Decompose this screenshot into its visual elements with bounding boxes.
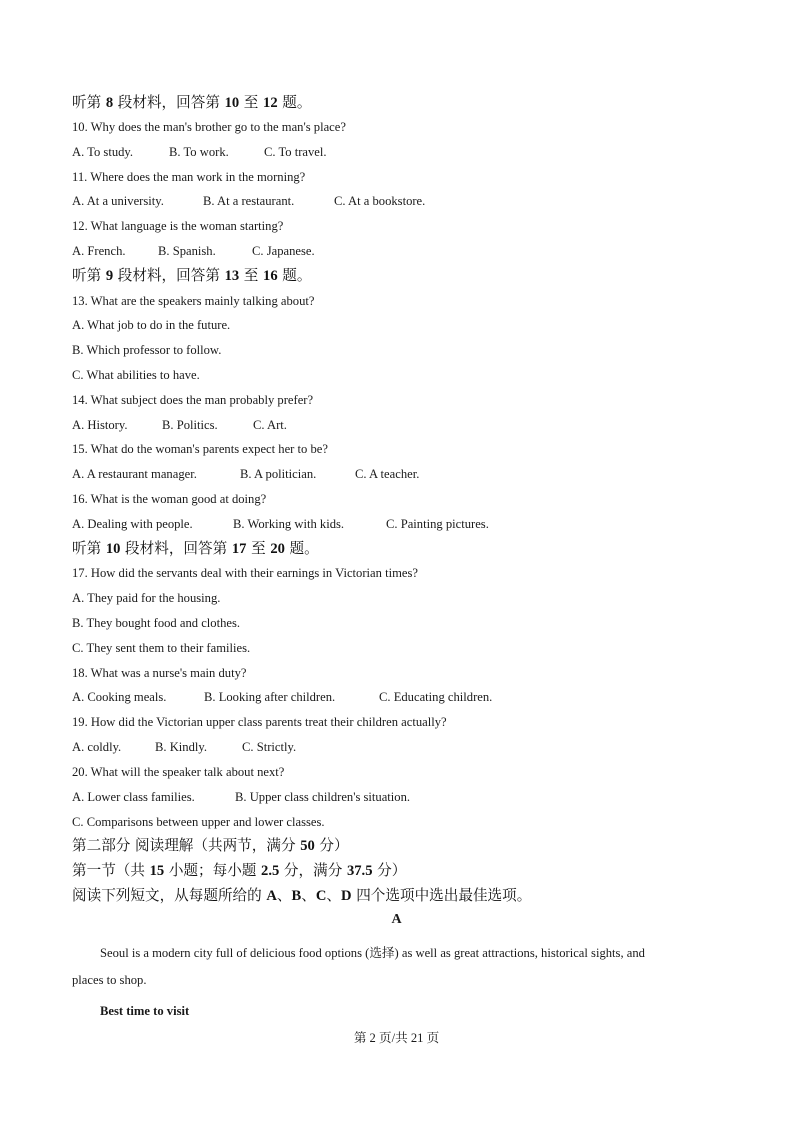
choice-letter: D [341, 888, 352, 904]
option-c: C. To travel. [264, 145, 327, 159]
instruction-text: 阅读下列短文，从每题所给的 [72, 887, 267, 904]
option-a: A. A restaurant manager. [72, 467, 197, 481]
header-text: 题。 [284, 540, 319, 557]
part-two-heading [72, 837, 349, 855]
option-a: A. Lower class families. [72, 790, 195, 804]
option-13b: B. Which professor to follow. [72, 343, 222, 357]
options-18 [72, 689, 492, 705]
separator: 、 [301, 887, 316, 904]
option-20c: C. Comparisons between upper and lower classes. [72, 815, 325, 829]
subheading: Best time to visit [100, 1004, 190, 1018]
header-text: 听第 [72, 540, 106, 557]
option-b: B. Spanish. [158, 244, 216, 258]
question-19: 19. How did the Victorian upper class parents treat their children actually? [72, 715, 447, 729]
header-text: 题。 [277, 94, 312, 111]
header-number: 10 [105, 541, 121, 557]
option-a: A. To study. [72, 145, 134, 159]
section-header-9 [72, 267, 311, 285]
options-11 [72, 193, 425, 209]
header-text: 至 [246, 540, 271, 557]
option-13a: A. What job to do in the future. [72, 318, 231, 332]
passage-letter: A [391, 912, 402, 927]
question-11: 11. Where does the man work in the morning? [72, 170, 306, 184]
page-footer: 第 2 页/共 21 页 [353, 1031, 440, 1045]
option-a: A. Dealing with people. [72, 517, 193, 531]
section-header-10 [72, 540, 319, 558]
heading-text: 分） [372, 862, 407, 879]
question-16: 16. What is the woman good at doing? [72, 492, 267, 506]
header-text: 段材料，回答第 [113, 267, 225, 284]
option-b: B. To work. [169, 145, 229, 159]
choice-letter: A [266, 888, 277, 904]
choice-letter: C [315, 888, 327, 904]
options-16 [72, 516, 489, 532]
header-text: 听第 [72, 267, 106, 284]
question-17: 17. How did the servants deal with their earnings in Victorian times? [72, 566, 418, 580]
header-number: 8 [105, 95, 114, 111]
option-a: A. Cooking meals. [72, 690, 167, 704]
instructions [72, 887, 531, 905]
options-20a-b [72, 789, 410, 805]
header-number: 12 [263, 95, 278, 111]
option-17c: C. They sent them to their families. [72, 641, 251, 655]
separator: 、 [326, 887, 342, 904]
header-number: 16 [263, 268, 278, 284]
options-19 [72, 739, 296, 755]
option-c: C. Strictly. [242, 740, 297, 754]
paragraph-line-1: Seoul is a modern city full of delicious food options (选择) as well as great attractions, historical sights, and [100, 946, 645, 960]
option-b: B. Working with kids. [233, 517, 345, 531]
option-b: B. Upper class children's situation. [235, 790, 411, 804]
option-b: B. Kindly. [155, 740, 208, 754]
question-13: 13. What are the speakers mainly talking about? [72, 294, 315, 308]
option-a: A. History. [72, 418, 128, 432]
heading-number: 2.5 [261, 863, 280, 879]
options-14 [72, 417, 287, 433]
option-17a: A. They paid for the housing. [72, 591, 221, 605]
option-17b: B. They bought food and clothes. [72, 616, 241, 630]
option-b: B. Looking after children. [204, 690, 336, 704]
section-one-heading [72, 862, 406, 880]
heading-text: 第一节（共 [72, 862, 150, 879]
option-a: A. coldly. [72, 740, 122, 754]
question-15: 15. What do the woman's parents expect her to be? [72, 442, 328, 456]
option-c: C. At a bookstore. [334, 194, 426, 208]
question-10: 10. Why does the man's brother go to the man's place? [72, 120, 346, 134]
option-c: C. Painting pictures. [386, 517, 489, 531]
heading-text: 分，满分 [279, 862, 347, 879]
option-c: C. Art. [253, 418, 287, 432]
option-c: C. A teacher. [355, 467, 420, 481]
header-number: 10 [224, 95, 240, 111]
heading-number: 37.5 [346, 863, 373, 879]
header-number: 9 [105, 268, 114, 284]
header-text: 段材料，回答第 [113, 94, 225, 111]
question-18: 18. What was a nurse's main duty? [72, 666, 247, 680]
header-text: 段材料，回答第 [120, 540, 232, 557]
heading-text: 分） [314, 837, 349, 854]
heading-text: 第二部分 阅读理解（共两节，满分 [72, 837, 301, 854]
option-b: B. A politician. [240, 467, 317, 481]
header-number: 13 [224, 268, 240, 284]
header-text: 听第 [72, 94, 106, 111]
instruction-text: 四个选项中选出最佳选项。 [351, 887, 532, 904]
header-number: 20 [270, 541, 285, 557]
question-20: 20. What will the speaker talk about next? [72, 765, 285, 779]
question-14: 14. What subject does the man probably prefer? [72, 393, 314, 407]
header-text: 至 [239, 94, 264, 111]
options-10 [72, 144, 327, 160]
options-15 [72, 466, 419, 482]
heading-number: 15 [149, 863, 165, 879]
header-number: 17 [231, 541, 247, 557]
header-text: 题。 [277, 267, 312, 284]
option-a: A. At a university. [72, 194, 164, 208]
heading-text: 小题；每小题 [164, 862, 262, 879]
paragraph-line-2: places to shop. [72, 973, 147, 987]
option-13c: C. What abilities to have. [72, 368, 200, 382]
question-12: 12. What language is the woman starting? [72, 219, 284, 233]
option-b: B. Politics. [162, 418, 218, 432]
choice-letter: B [291, 888, 302, 904]
section-header-8 [72, 94, 311, 112]
options-12 [72, 243, 315, 259]
option-a: A. French. [72, 244, 126, 258]
option-c: C. Educating children. [379, 690, 493, 704]
option-b: B. At a restaurant. [203, 194, 295, 208]
heading-number: 50 [300, 838, 315, 854]
header-text: 至 [239, 267, 264, 284]
option-c: C. Japanese. [252, 244, 315, 258]
separator: 、 [276, 887, 292, 904]
